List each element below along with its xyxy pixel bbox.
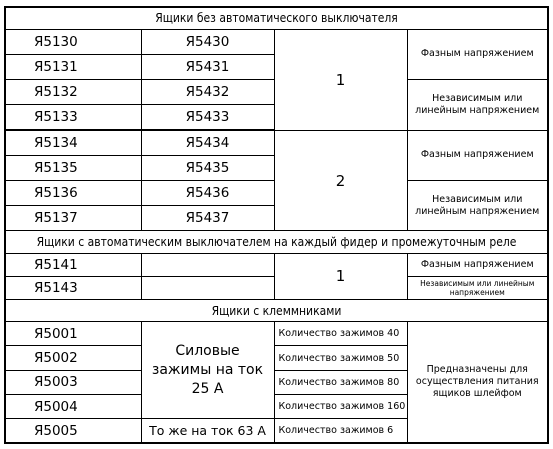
section1-code-a: Я5136 xyxy=(5,181,141,206)
section1-title: Ящики без автоматического выключателя xyxy=(5,7,548,29)
section1-code-a: Я5130 xyxy=(5,29,141,54)
section1-code-a: Я5133 xyxy=(5,105,141,130)
section2-code-b xyxy=(141,253,274,276)
section1-code-a: Я5137 xyxy=(5,206,141,231)
section3-code: Я5004 xyxy=(5,394,141,418)
section3-purpose: Предназначены для осуществления питания ящиков шлейфом xyxy=(407,322,548,443)
section1-code-a: Я5131 xyxy=(5,54,141,79)
section1-code-b: Я5430 xyxy=(141,29,274,54)
section1-group1-number: 1 xyxy=(274,29,407,130)
section1-code-a: Я5135 xyxy=(5,155,141,180)
section3-code: Я5005 xyxy=(5,419,141,443)
section2-title: Ящики с автоматическим выключателем на каждый фидер и промежуточным реле xyxy=(5,231,548,253)
section2-code-b xyxy=(141,276,274,299)
section3-code: Я5002 xyxy=(5,346,141,370)
section3-power-terminals: Силовые зажимы на ток 25 А xyxy=(141,322,274,419)
section1-code-b: Я5431 xyxy=(141,54,274,79)
section3-terminal-count: Количество зажимов 160 xyxy=(274,394,407,418)
section3-title: Ящики с клеммниками xyxy=(5,300,548,322)
section3-terminal-count: Количество зажимов 40 xyxy=(274,322,407,346)
section3-code: Я5003 xyxy=(5,370,141,394)
section1-code-b: Я5433 xyxy=(141,105,274,130)
section3-same-63: То же на ток 63 А xyxy=(141,419,274,443)
section1-code-b: Я5434 xyxy=(141,130,274,155)
section1-group2-phase: Фазным напряжением xyxy=(407,130,548,180)
section1-group1-independent: Независимым или линейным напряжением xyxy=(407,80,548,130)
section1-code-b: Я5435 xyxy=(141,155,274,180)
section2-group-number: 1 xyxy=(274,253,407,299)
section2-code-a: Я5143 xyxy=(5,276,141,299)
section1-code-b: Я5432 xyxy=(141,80,274,105)
section1-code-b: Я5436 xyxy=(141,181,274,206)
section3-terminal-count: Количество зажимов 50 xyxy=(274,346,407,370)
section1-code-a: Я5132 xyxy=(5,80,141,105)
section3-code: Я5001 xyxy=(5,322,141,346)
section1-code-a: Я5134 xyxy=(5,130,141,155)
section1-code-b: Я5437 xyxy=(141,206,274,231)
section2-independent: Независимым или линейным напряжением xyxy=(407,276,548,299)
section3-terminal-count: Количество зажимов 6 xyxy=(274,419,407,443)
section3-terminal-count: Количество зажимов 80 xyxy=(274,370,407,394)
spec-table xyxy=(4,6,549,444)
section1-group1-phase: Фазным напряжением xyxy=(407,29,548,79)
section1-group2-number: 2 xyxy=(274,130,407,231)
section2-code-a: Я5141 xyxy=(5,253,141,276)
section2-phase: Фазным напряжением xyxy=(407,253,548,276)
section1-group2-independent: Независимым или линейным напряжением xyxy=(407,181,548,231)
